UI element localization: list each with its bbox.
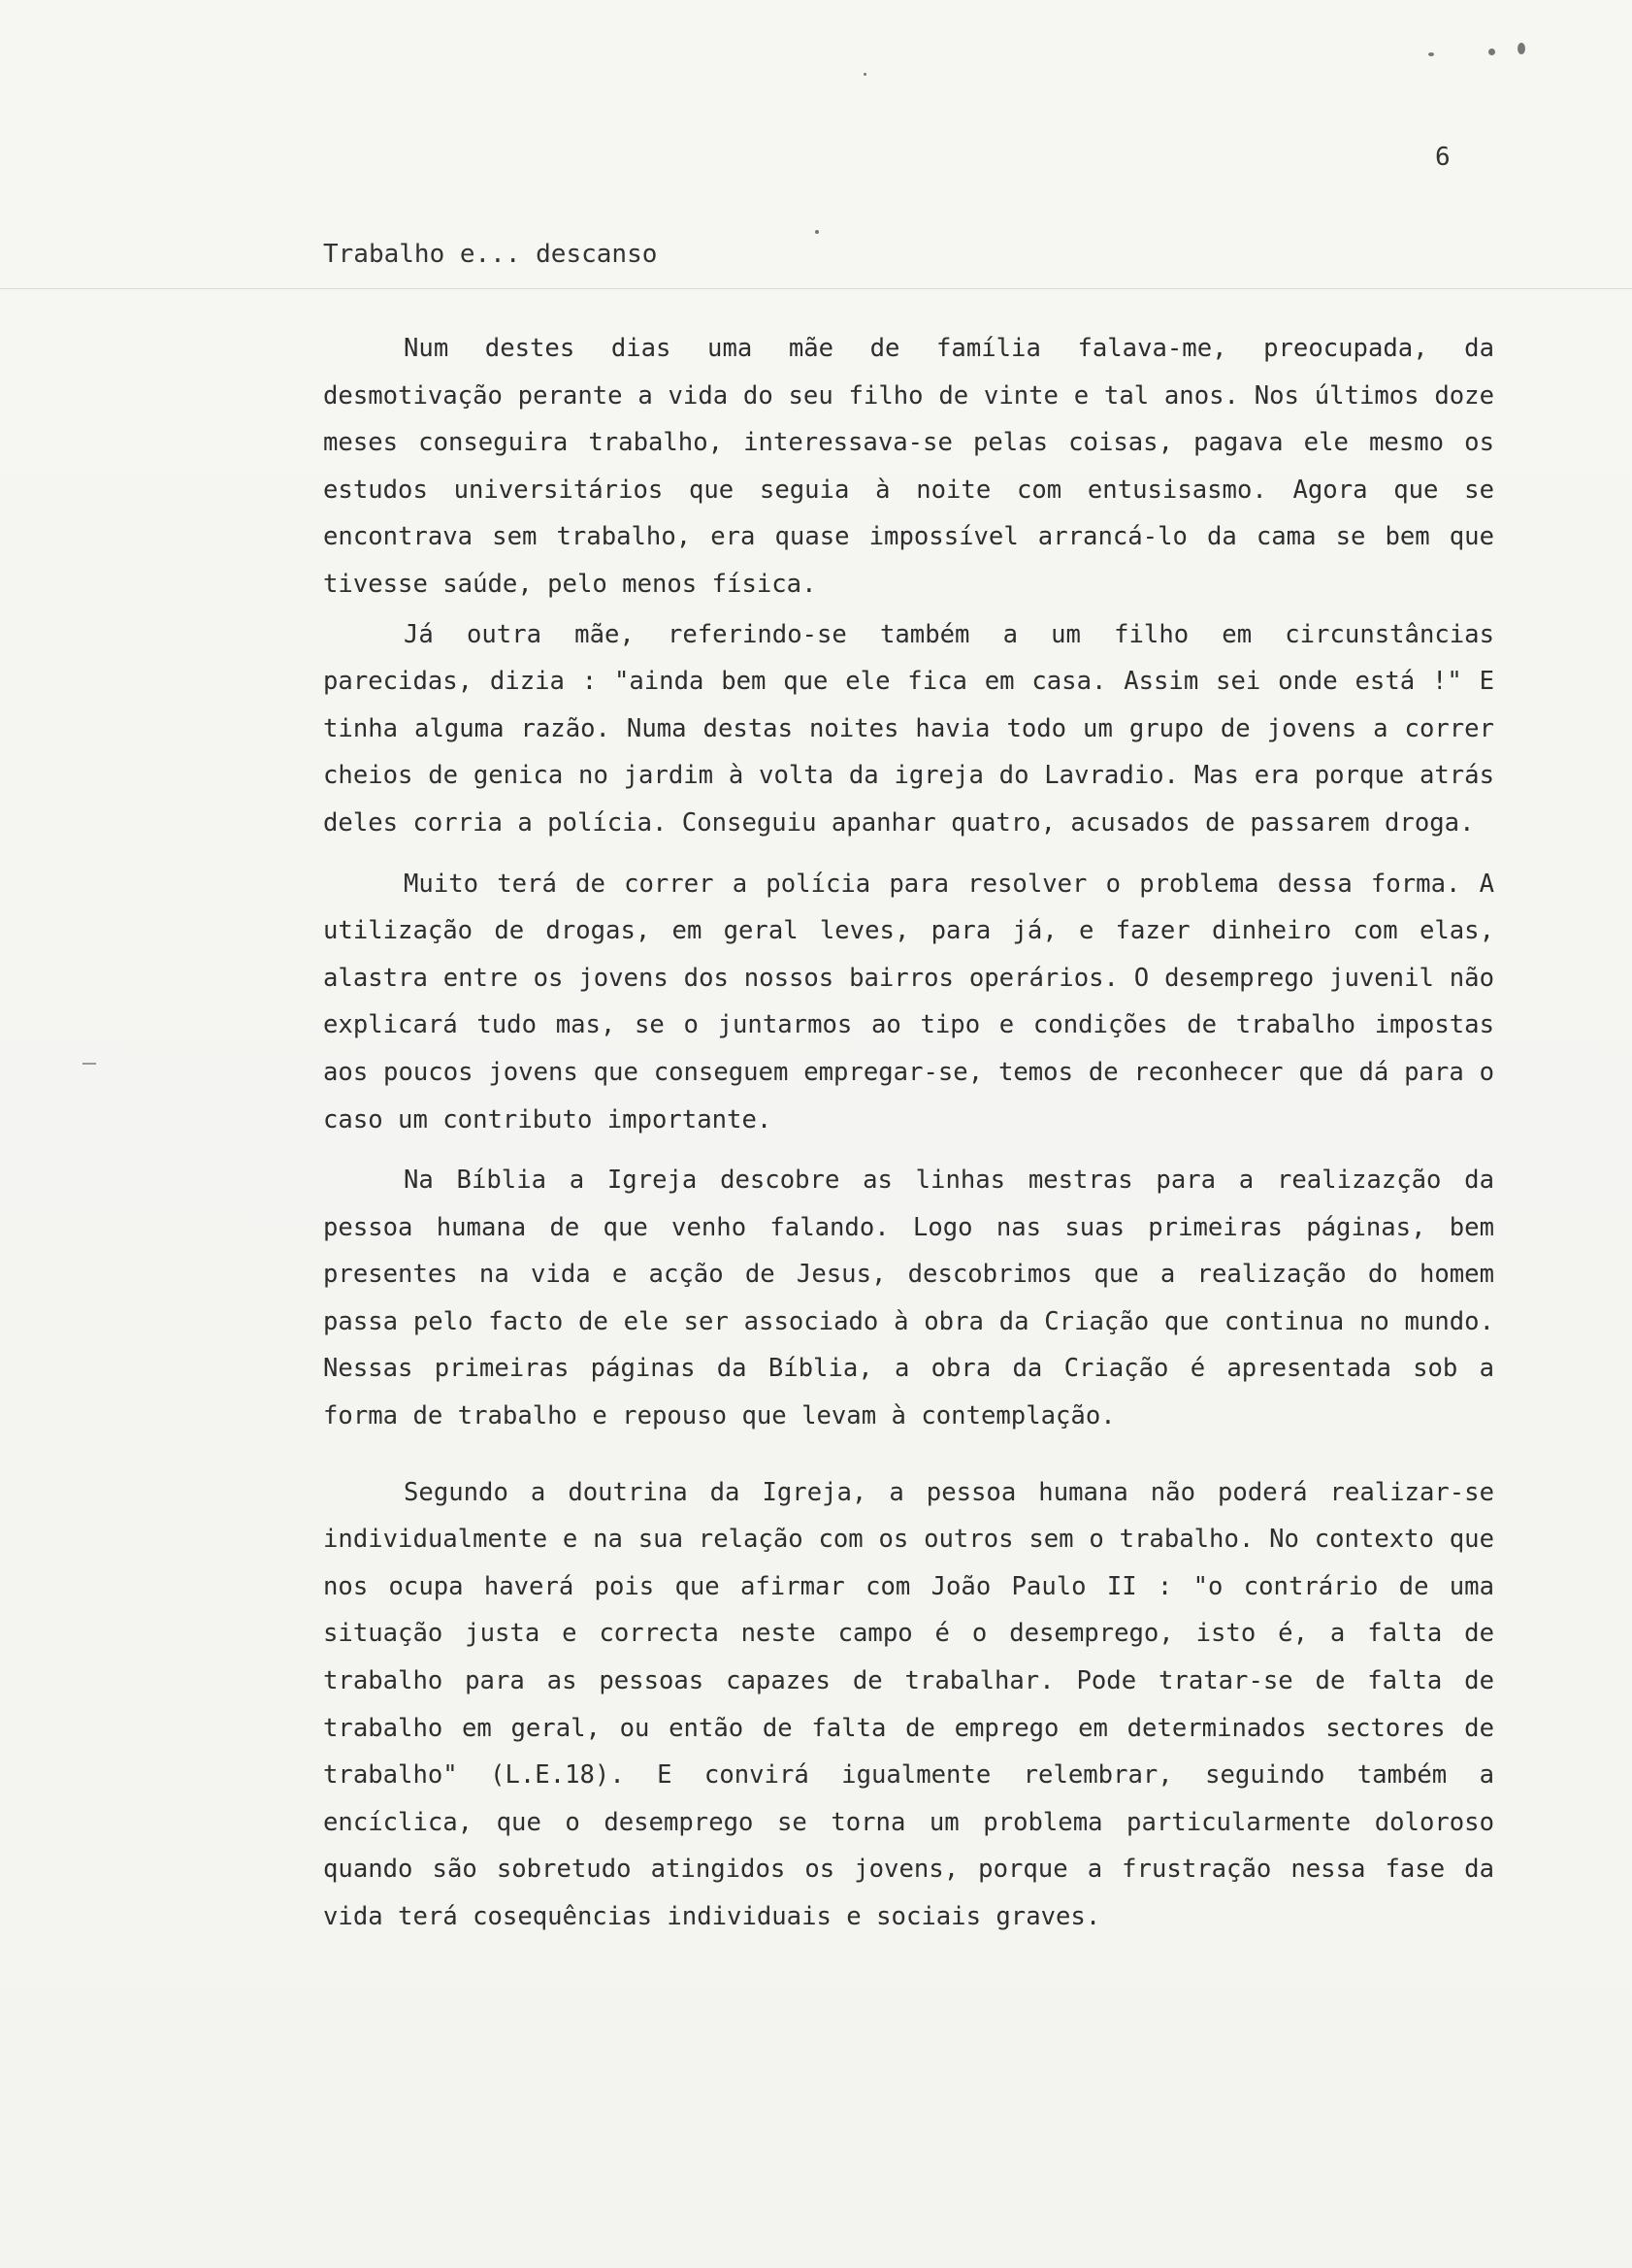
scan-speck [864,73,866,76]
paragraph: Já outra mãe, referindo-se também a um filho em circunstâncias parecidas, dizia : "ainda bem que ele fica em casa. Assim sei onde está !" E tinha alguma razão. Numa destas noites havia todo um grupo de jovens a correr cheios de genica no jardim à volta da igreja do Lavradio. Mas era porque atrás deles corria a polícia. Conseguiu apanhar quatro, acusados de passarem droga. [323,619,1494,838]
page-number: 6 [1435,143,1451,172]
paragraph: Segundo a doutrina da Igreja, a pessoa humana não poderá realizar-se individualmente e na sua relação com os outros sem o trabalho. No contexto que nos ocupa haverá pois que afirmar com João Paulo II : "o contrário de uma situação justa e correcta neste campo é o desemprego, isto é, a falta de trabalho para as pessoas capazes de trabalhar. Pode tratar-se de falta de trabalho em geral, ou então de falta de emprego em determinados sectores de trabalho" (L.E.18). E convirá igualmente relembrar, seguindo também a encíclica, que o desemprego se torna um problema particularmente doloroso quando são sobretudo atingidos os jovens, porque a frustração nessa fase da vida terá cosequências individuais e sociais graves. [323,1477,1494,1931]
fold-line [0,288,1632,289]
scan-speck [82,1063,96,1065]
scan-speck [815,230,819,234]
paragraph: Na Bíblia a Igreja descobre as linhas mestras para a realizazção da pessoa humana de que venho falando. Logo nas suas primeiras páginas, bem presentes na vida e acção de Jesus, descobrimos que a realização do homem passa pelo facto de ele ser associado à obra da Criação que continua no mundo. Nessas primeiras páginas da Bíblia, a obra da Criação é apresentada sob a forma de trabalho e repouso que levam à contemplação. [323,1166,1494,1431]
paragraph: Muito terá de correr a polícia para resolver o problema dessa forma. A utilização de drogas, em geral leves, para já, e fazer dinheiro com elas, alastra entre os jovens dos nossos bairros operários. O desemprego juvenil não explicará tudo mas, se o juntarmos ao tipo e condições de trabalho impostas aos poucos jovens que conseguem empregar-se, temos de reconhecer que dá para o caso um contributo importante. [323,869,1494,1134]
scan-speck [1428,52,1434,56]
body-text [323,325,1494,1941]
section-title: Trabalho e... descanso [323,240,658,269]
scan-speck [1518,43,1525,54]
paragraph: Num destes dias uma mãe de família falava-me, preocupada, da desmotivação perante a vida do seu filho de vinte e tal anos. Nos últimos doze meses conseguira trabalho, interessava-se pelas coisas, pagava ele mesmo os estudos universitários que seguia à noite com entusisasmo. Agora que se encontrava sem trabalho, era quase impossível arrancá-lo da cama se bem que tivesse saúde, pelo menos física. [323,334,1494,599]
scan-speck [1488,49,1495,55]
